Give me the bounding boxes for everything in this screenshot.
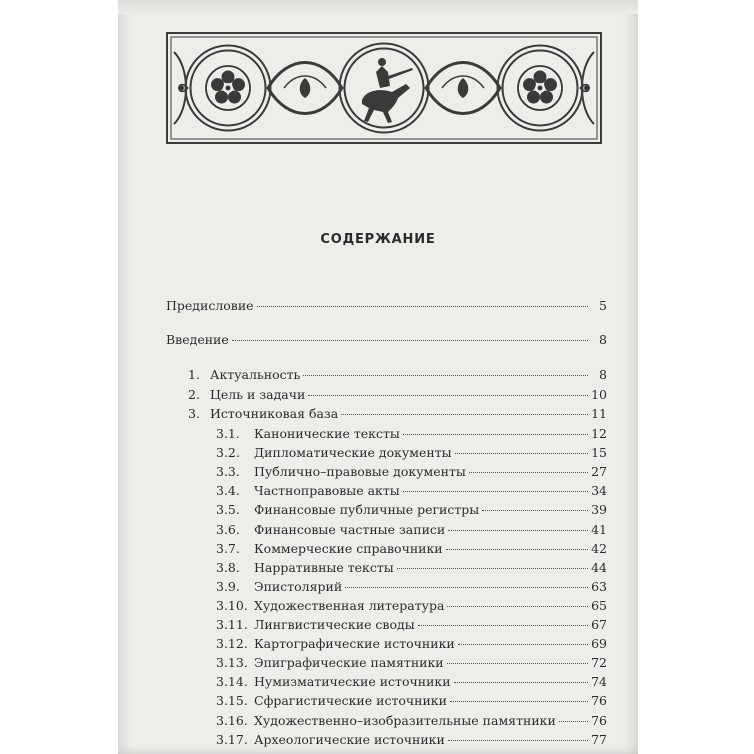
toc-entry — [216, 502, 607, 517]
toc-entry — [216, 579, 607, 594]
toc-entry-page: 15 — [591, 445, 607, 461]
toc-entry-page: 11 — [591, 406, 607, 421]
toc-entry-page: 76 — [591, 693, 607, 709]
toc-entry-title: Художественная литература — [254, 597, 445, 613]
toc-entry-number: 3.10. — [216, 597, 248, 613]
toc-entry-number: 3.9. — [216, 578, 240, 594]
toc-entry — [166, 332, 607, 347]
toc-entry-number: 3.6. — [216, 521, 240, 537]
toc-entry-number: 3. — [188, 406, 200, 421]
toc-entry — [216, 617, 607, 632]
toc-entry — [216, 522, 607, 537]
dot-leader — [448, 740, 588, 741]
toc-entry-title: Эпистолярий — [254, 578, 343, 594]
toc-entry-title: Коммерческие справочники — [254, 540, 443, 556]
toc-entry-title: Частноправовые акты — [254, 483, 400, 499]
toc-entry-number: 3.12. — [216, 636, 248, 652]
toc-entry — [216, 541, 607, 556]
dot-leader — [403, 434, 588, 435]
toc-entry-number: 3.4. — [216, 483, 240, 499]
toc-entry-title: Цель и задачи — [210, 387, 306, 402]
dot-leader — [455, 453, 588, 454]
toc-entry-number: 3.8. — [216, 559, 240, 575]
toc-entry-title: Сфрагистические источники — [254, 693, 447, 709]
toc-entry-number: 2. — [188, 387, 200, 402]
toc-entry-number: 3.7. — [216, 540, 240, 556]
toc-entry-page: 65 — [591, 597, 607, 613]
toc-entry-page: 76 — [591, 712, 607, 728]
toc-entry — [216, 674, 607, 689]
toc-entry-title: Введение — [166, 332, 229, 347]
book-page — [118, 0, 638, 754]
toc-entry-title: Картографические источники — [254, 636, 455, 652]
toc-entry-title: Финансовые публичные регистры — [254, 502, 480, 518]
toc-entry-title: Публично–правовые документы — [254, 464, 466, 480]
dot-leader — [232, 340, 588, 341]
toc-entry-page: 74 — [591, 674, 607, 690]
toc-entry-title: Актуальность — [210, 367, 301, 382]
toc-entry-title: Нарративные тексты — [254, 559, 394, 575]
toc-entry-number: 3.2. — [216, 445, 240, 461]
dot-leader — [308, 395, 588, 396]
toc-entry-title: Канонические тексты — [254, 426, 400, 441]
dot-leader — [418, 625, 588, 626]
toc-entry — [216, 636, 607, 651]
toc-entry-number: 3.15. — [216, 693, 248, 709]
page-title: СОДЕРЖАНИЕ — [320, 232, 436, 247]
toc-entry-title: Дипломатические документы — [254, 445, 452, 461]
toc-entry — [216, 464, 607, 479]
toc-entry-title: Эпиграфические памятники — [254, 655, 444, 671]
toc-entry-number: 3.17. — [216, 731, 248, 747]
toc-entry-number: 3.11. — [216, 617, 248, 632]
toc-entry — [216, 693, 607, 708]
toc-entry-page: 69 — [591, 636, 607, 652]
toc-entry-page: 77 — [591, 731, 607, 747]
toc-entry-number: 3.14. — [216, 674, 248, 690]
toc-entry — [216, 445, 607, 460]
dot-leader — [559, 721, 588, 722]
toc-entry — [216, 483, 607, 498]
toc-entry-page: 63 — [591, 578, 607, 594]
toc-entry-number: 3.5. — [216, 502, 240, 518]
dot-leader — [341, 414, 588, 415]
toc-entry — [216, 426, 607, 441]
toc-entry — [216, 655, 607, 670]
toc-entry-number: 1. — [188, 367, 200, 382]
toc-entry-page: 8 — [599, 332, 607, 347]
toc-entry-page: 39 — [591, 502, 607, 518]
toc-entry — [216, 598, 607, 613]
dot-leader — [447, 606, 588, 607]
dot-leader — [447, 663, 588, 664]
toc-entry-title: Археологические источники — [254, 731, 445, 747]
page-top-edge — [118, 0, 638, 14]
toc-entry — [216, 560, 607, 575]
toc-entry-number: 3.16. — [216, 712, 248, 728]
dot-leader — [257, 306, 588, 307]
dot-leader — [397, 568, 588, 569]
toc-entry-number: 3.1. — [216, 426, 240, 441]
toc-entry-number: 3.3. — [216, 464, 240, 480]
dot-leader — [345, 587, 588, 588]
dot-leader — [482, 510, 588, 511]
toc-entry-page: 10 — [591, 387, 607, 402]
horseman-ornament-icon — [166, 32, 602, 144]
dot-leader — [469, 472, 588, 473]
toc-entry-page: 72 — [591, 655, 607, 671]
dot-leader — [446, 549, 588, 550]
toc-entry — [166, 298, 607, 313]
toc-entry-page: 5 — [599, 298, 607, 313]
toc-entry-page: 34 — [591, 483, 607, 499]
dot-leader — [403, 491, 588, 492]
toc-entry-page: 42 — [591, 540, 607, 556]
toc-entry-number: 3.13. — [216, 655, 248, 671]
toc-entry-page: 44 — [591, 559, 607, 575]
toc-entry-page: 12 — [591, 426, 607, 441]
dot-leader — [448, 530, 588, 531]
toc-entry-page: 27 — [591, 464, 607, 480]
toc-entry — [188, 387, 607, 402]
toc-entry-title: Нумизматические источники — [254, 674, 451, 690]
toc-entry-title: Художественно–изобразительные памятники — [254, 712, 556, 728]
toc-entry-page: 41 — [591, 521, 607, 537]
toc-entry — [216, 713, 607, 728]
toc-entry-title: Финансовые частные записи — [254, 521, 446, 537]
toc-entry — [216, 732, 607, 747]
toc-entry-title: Источниковая база — [210, 406, 339, 421]
dot-leader — [303, 375, 588, 376]
toc-entry-page: 67 — [591, 617, 607, 632]
toc-entry — [188, 406, 607, 421]
toc-entry-title: Предисловие — [166, 298, 254, 313]
dot-leader — [458, 644, 588, 645]
toc-entry — [188, 367, 607, 382]
dot-leader — [450, 701, 588, 702]
dot-leader — [454, 682, 588, 683]
toc-entry-title: Лингвистические своды — [254, 617, 415, 632]
toc-entry-page: 8 — [599, 367, 607, 382]
